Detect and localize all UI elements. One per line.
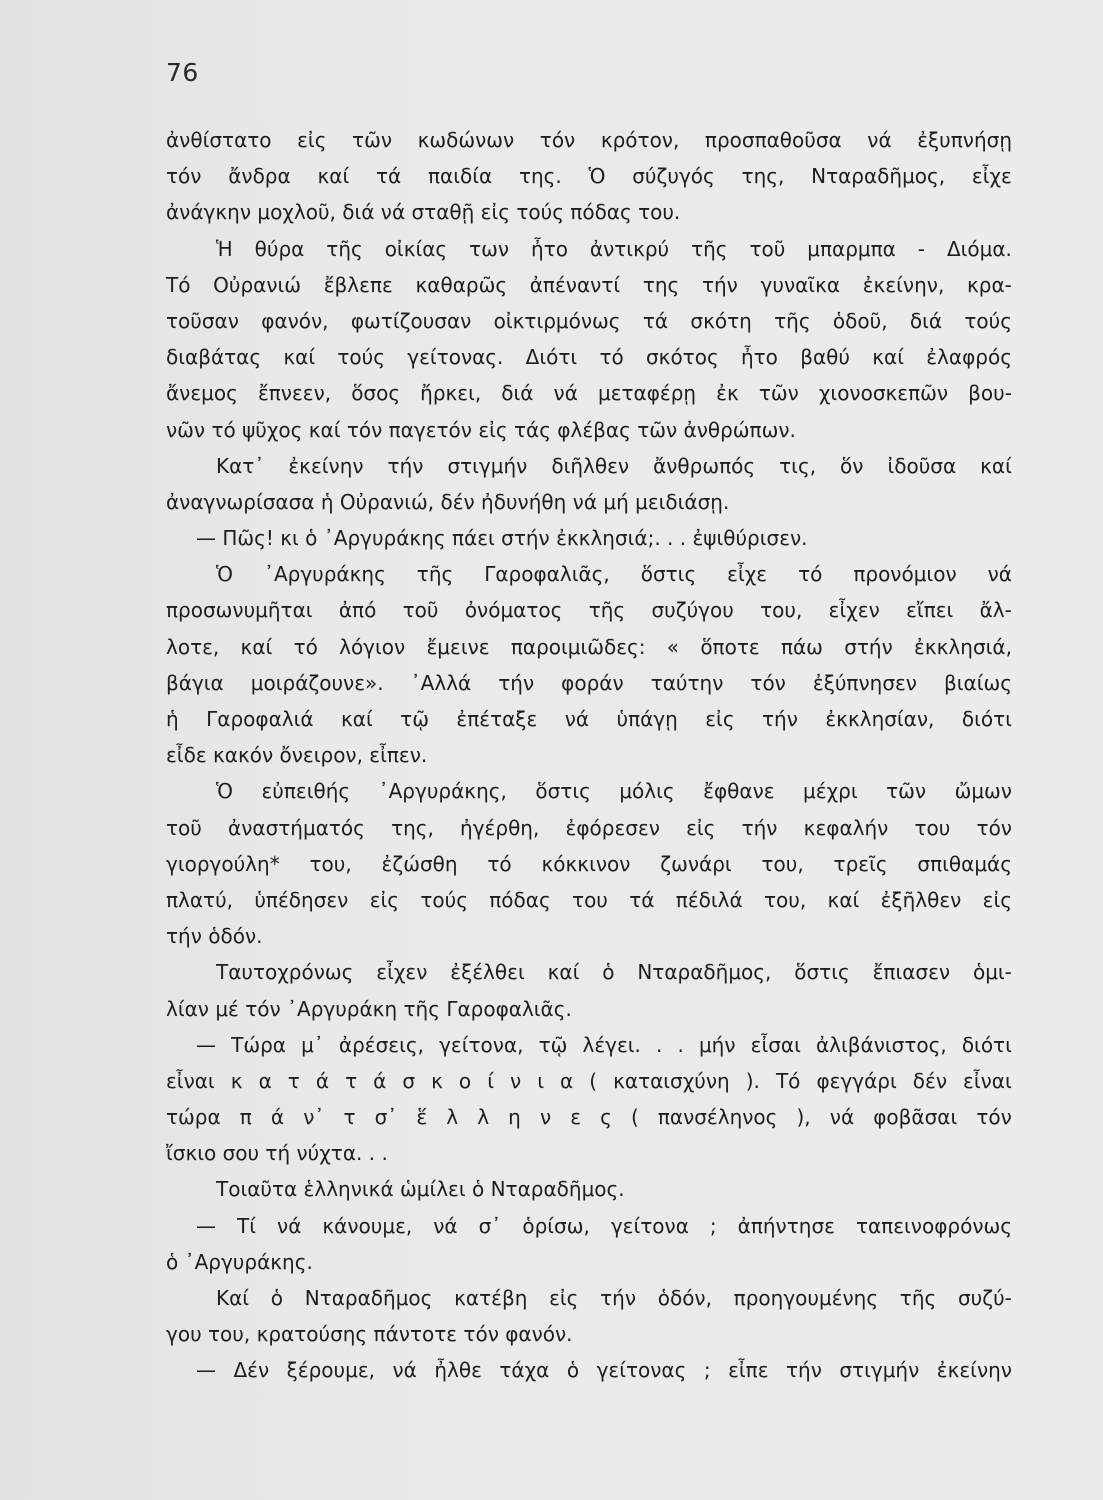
text-line: γιοργούλη* του, ἐζώσθη τό κόκκινον ζωνάρι του, τρεῖς σπιθαμάς xyxy=(166,851,1012,876)
text-line: λοτε, καί τό λόγιον ἔμεινε παροιμιῶδες: « ὅποτε πάω στήν ἐκκλησιά, xyxy=(166,634,1012,659)
text-line: ὁ ᾽Αργυράκης. xyxy=(166,1249,313,1274)
text-line: εἶναι κ α τ ά τ ά σ κ ο ί ν ι α ( καταισχύνη ). Τό φεγγάρι δέν εἶναι xyxy=(166,1068,1012,1093)
text-line: ἀνθίστατο εἰς τῶν κωδώνων τόν κρότον, προσπαθοῦσα νά ἐξυπνήσῃ xyxy=(166,128,1012,152)
text-line: τώρα π ά ν᾽ τ σ᾽ ἕ λ λ η ν ε ς ( πανσέληνος ), νά φοβᾶσαι τόν xyxy=(166,1105,1012,1130)
text-line: Ἡ θύρα τῆς οἰκίας των ἦτο ἀντικρύ τῆς τοῦ μπαρμπα - Διόμα. xyxy=(216,236,1012,261)
text-line: ἀνάγκην μοχλοῦ, διά νά σταθῇ εἰς τούς πόδας του. xyxy=(166,200,681,225)
text-line: — Δέν ξέρουμε, νά ἦλθε τάχα ὁ γείτονας ; εἶπε τήν στιγμήν ἐκείνην xyxy=(196,1358,1012,1383)
text-line: βάγια μοιράζουνε». ᾽Αλλά τήν φοράν ταύτην τόν ἐξύπνησεν βιαίως xyxy=(166,670,1012,695)
text-line: τοῦ ἀναστήματός της, ἠγέρθη, ἐφόρεσεν εἰς τήν κεφαλήν του τόν xyxy=(166,815,1012,840)
text-line: τόν ἄνδρα καί τά παιδία της. Ὁ σύζυγός της, Νταραδῆμος, εἶχε xyxy=(166,164,1012,189)
text-line: τοῦσαν φανόν, φωτίζουσαν οἰκτιρμόνως τά σκότη τῆς ὁδοῦ, διά τούς xyxy=(166,308,1012,333)
text-line: ἴσκιο σου τή νύχτα. . . xyxy=(166,1141,388,1166)
text-line: ἄνεμος ἔπνεεν, ὅσος ἤρκει, διά νά μεταφέρῃ ἐκ τῶν χιονοσκεπῶν βου- xyxy=(166,381,1012,406)
text-line: πλατύ, ὑπέδησεν εἰς τούς πόδας του τά πέδιλά του, καί ἐξῆλθεν εἰς xyxy=(166,887,1012,912)
text-line: λίαν μέ τόν ᾽Αργυράκη τῆς Γαροφαλιᾶς. xyxy=(166,996,572,1021)
text-line: — Πῶς! κι ὁ ᾽Αργυράκης πάει στήν ἐκκλησιά;. . . ἐψιθύρισεν. xyxy=(196,526,808,551)
text-line: Καί ὁ Νταραδῆμος κατέβη εἰς τήν ὁδόν, προηγουμένης τῆς συζύ- xyxy=(216,1286,1012,1310)
text-line: νῶν τό ψῦχος καί τόν παγετόν εἰς τάς φλέβας τῶν ἀνθρώπων. xyxy=(166,417,796,442)
text-line: διαβάτας καί τούς γείτονας. Διότι τό σκότος ἦτο βαθύ καί ἐλαφρός xyxy=(166,345,1012,370)
text-line: — Τώρα μ᾽ ἀρέσεις, γείτονα, τῷ λέγει. . . μήν εἶσαι ἀλιβάνιστος, διότι xyxy=(196,1032,1012,1057)
text-body xyxy=(166,122,1012,1389)
text-line: ἀναγνωρίσασα ἡ Οὐρανιώ, δέν ἠδυνήθη νά μή μειδιάσῃ. xyxy=(166,489,730,514)
text-line: Ὁ ᾽Αργυράκης τῆς Γαροφαλιᾶς, ὅστις εἶχε τό προνόμιον νά xyxy=(216,562,1012,587)
text-line: Τοιαῦτα ἑλληνικά ὡμίλει ὁ Νταραδῆμος. xyxy=(216,1177,625,1202)
text-line: — Τί νά κάνουμε, νά σ᾽ ὁρίσω, γείτονα ; ἀπήντησε ταπεινοφρόνως xyxy=(196,1213,1012,1238)
text-line: Κατ᾽ ἐκείνην τήν στιγμήν διῆλθεν ἄνθρωπός τις, ὅν ἰδοῦσα καί xyxy=(216,453,1012,478)
text-line: εἶδε κακόν ὄνειρον, εἶπεν. xyxy=(166,743,428,768)
text-line: ἡ Γαροφαλιά καί τῷ ἐπέταξε νά ὑπάγῃ εἰς τήν ἐκκλησίαν, διότι xyxy=(166,707,1012,731)
text-line: τήν ὁδόν. xyxy=(166,924,263,949)
text-line: Ὁ εὐπειθής ᾽Αργυράκης, ὅστις μόλις ἔφθανε μέχρι τῶν ὤμων xyxy=(216,779,1012,804)
text-line: Ταυτοχρόνως εἶχεν ἐξέλθει καί ὁ Νταραδῆμος, ὅστις ἔπιασεν ὁμι- xyxy=(216,960,1012,985)
text-line: Τό Οὐρανιώ ἔβλεπε καθαρῶς ἀπέναντί της τήν γυναῖκα ἐκείνην, κρα- xyxy=(166,272,1012,297)
text-line: γου του, κρατούσης πάντοτε τόν φανόν. xyxy=(166,1322,573,1347)
text-line: προσωνυμῆται ἀπό τοῦ ὀνόματος τῆς συζύγου του, εἶχεν εἴπει ἄλ- xyxy=(166,598,1012,623)
page-number: 76 xyxy=(166,58,199,87)
